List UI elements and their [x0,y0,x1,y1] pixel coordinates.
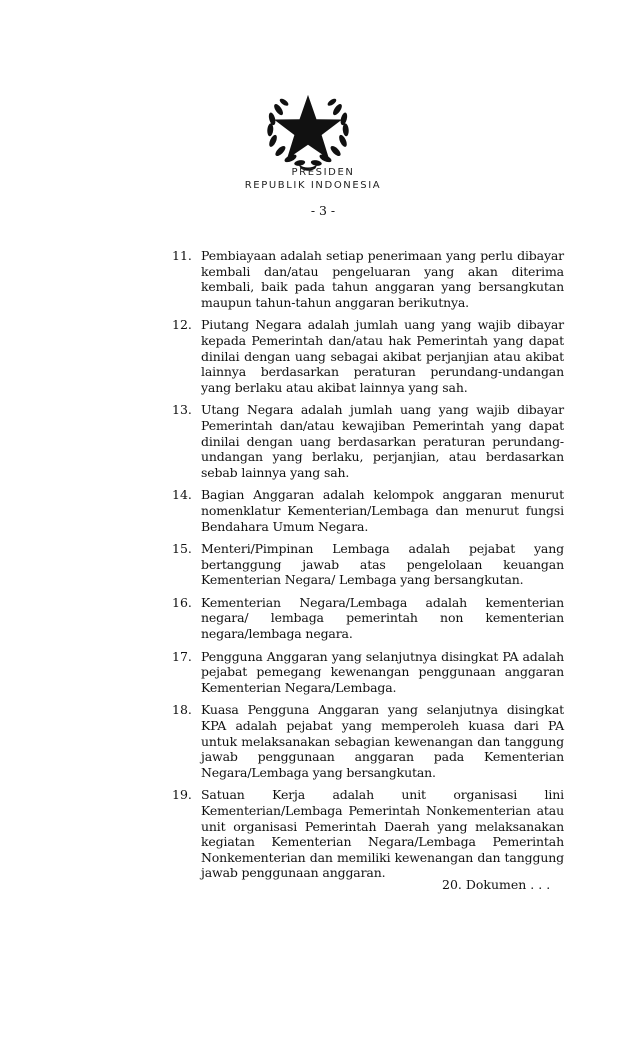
item-text: Piutang Negara adalah jumlah uang yang wajib dibayar kepada Pemerintah dan/atau hak Pemerintah yang dapat dinilai dengan uang sebagai akibat perjanjian atau akibat lainnya berdasarkan peraturan perundang-undangan yang berlaku atau akibat lainnya yang sah. [201,317,564,395]
list-item [172,787,564,881]
item-text: Satuan Kerja adalah unit organisasi lini Kementerian/Lembaga Pemerintah Nonkementerian atau unit organisasi Pemerintah Daerah yang melaksanakan kegiatan Kementerian Negara/Lembaga Pemerintah Nonkementerian dan memiliki kewenangan dan tanggung jawab penggunaan anggaran. [201,787,564,881]
list-item [172,649,564,696]
presidential-seal-icon [262,82,354,174]
list-item [172,317,564,395]
letterhead-title: PRESIDEN [291,167,355,178]
item-number: 16. [172,594,192,610]
continuation-note: 20. Dokumen . . . [442,877,551,892]
item-text: Utang Negara adalah jumlah uang yang wajib dibayar Pemerintah dan/atau kewajiban Pemerintah yang dapat dinilai dengan uang berdasarkan peraturan perundang-undangan yang berlaku, perjanjian, atau berdasarkan sebab lainnya yang sah. [201,402,564,480]
item-text: Kuasa Pengguna Anggaran yang selanjutnya disingkat KPA adalah pejabat yang memperoleh kuasa dari PA untuk melaksanakan sebagian kewenangan dan tanggung jawab penggunaan anggaran pada Kementerian Negara/Lembaga yang bersangkutan. [201,702,564,780]
list-item [172,248,564,310]
list-item [172,595,564,642]
item-text: Menteri/Pimpinan Lembaga adalah pejabat yang bertanggung jawab atas pengelolaan keuangan Kementerian Negara/ Lembaga yang bersangkutan. [201,541,564,588]
item-number: 17. [172,648,192,664]
item-number: 11. [172,248,192,263]
letterhead-subtitle: REPUBLIK INDONESIA [244,180,382,191]
item-text: Pengguna Anggaran yang selanjutnya disingkat PA adalah pejabat pemegang kewenangan penggunaan anggaran Kementerian Negara/Lembaga. [201,648,564,695]
item-number: 15. [172,541,192,557]
item-number: 12. [172,317,192,333]
item-number: 13. [172,402,192,418]
page-number: - 3 - [310,203,336,218]
item-number: 14. [172,487,192,503]
definition-list [172,248,564,888]
item-number: 19. [172,787,192,803]
list-item [172,487,564,534]
list-item [172,702,564,780]
item-text: Bagian Anggaran adalah kelompok anggaran menurut nomenklatur Kementerian/Lembaga dan menurut fungsi Bendahara Umum Negara. [201,487,564,534]
list-item [172,402,564,480]
item-text: Pembiayaan adalah setiap penerimaan yang perlu dibayar kembali dan/atau pengeluaran yang akan diterima kembali, baik pada tahun anggaran yang bersangkutan maupun tahun-tahun anggaran berikutnya. [201,248,564,310]
item-number: 18. [172,702,192,718]
list-item [172,541,564,588]
item-text: Kementerian Negara/Lembaga adalah kementerian negara/ lembaga pemerintah non kementerian negara/lembaga negara. [201,594,564,642]
